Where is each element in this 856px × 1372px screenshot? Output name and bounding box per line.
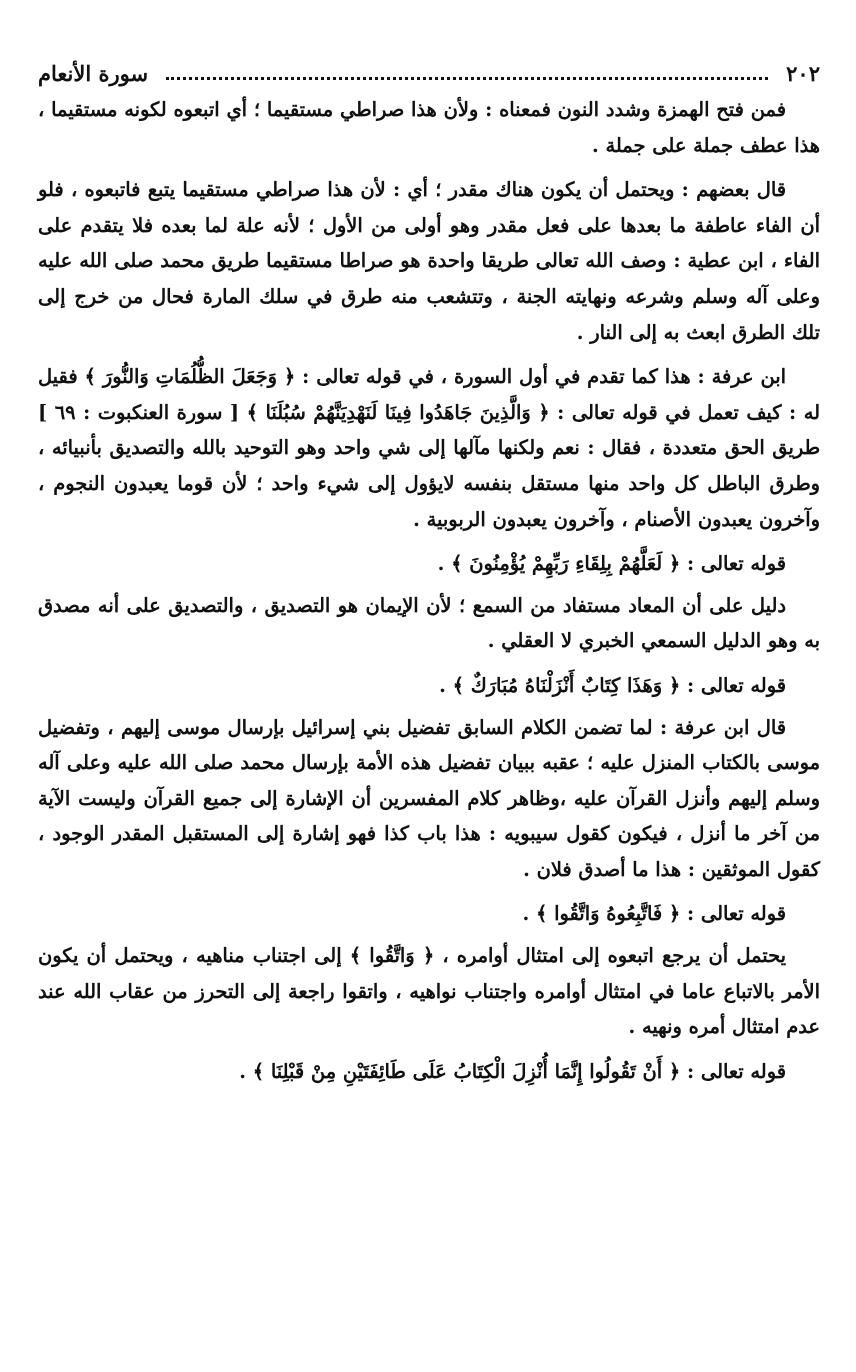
- verse-heading-1: قوله تعالى : ﴿ لَعَلَّهُمْ بِلِقَاءِ رَبِّهِمْ يُؤْمِنُونَ ﴾ .: [437, 552, 786, 576]
- paragraph-3: ابن عرفة : هذا كما تقدم في أول السورة ، في قوله تعالى : ﴿ وَجَعَلَ الظُّلُمَاتِ وَالنُّورَ ﴾ فقيل له : كيف تعمل في قوله تعالى : ﴿ وَالَّذِينَ جَاهَدُوا فِينَا لَنَهْدِيَنَّهُمْ سُبُلَنَا ﴾ [ سورة العنكبوت : ٦٩ ] طريق الحق متعددة ، فقال : نعم ولكنها مآلها إلى شي واحد وهو التوحيد بالله والتصديق بأنبيائه ، وطرق الباطل كل واحد منها مستقل بنفسه لايؤول إلى شيء واحد ؛ لأن قوما يعبدون النجوم ، وآخرون يعبدون الأصنام ، وآخرون يعبدون الربوبية .: [38, 365, 820, 531]
- paragraph-6: يحتمل أن يرجع اتبعوه إلى امتثال أوامره ، ﴿ وَاتَّقُوا ﴾ إلى اجتناب مناهيه ، ويحتمل أن يكون الأمر بالاتباع عاما في امتثال أوامره واجتناب نواهيه ، واتقوا راجعة إلى التحرز من عقاب الله عند عدم امتثال أمره ونهيه .: [38, 944, 820, 1039]
- surah-title: سورة الأنعام: [38, 61, 149, 86]
- verse-heading-2: قوله تعالى : ﴿ وَهَذَا كِتَابٌ أَنْزَلْنَاهُ مُبَارَكٌ ﴾ .: [439, 673, 786, 697]
- verse-heading-4: قوله تعالى : ﴿ أَنْ تَقُولُوا إِنَّمَا أُنْزِلَ الْكِتَابُ عَلَى طَائِفَتَيْنِ مِنْ قَبْلِنَا ﴾ .: [239, 1059, 786, 1083]
- paragraph-1: فمن فتح الهمزة وشدد النون فمعناه : ولأن هذا صراطي مستقيما ؛ أي اتبعوه لكونه مستقيما ، هذا عطف جملة على جملة .: [38, 98, 820, 157]
- page-header: [38, 56, 820, 86]
- paragraph-4: دليل على أن المعاد مستفاد من السمع ؛ لأن الإيمان هو التصديق ، والتصديق على أنه مصدق به وهو الدليل السمعي الخبري لا العقلي .: [38, 593, 820, 653]
- paragraph-5: قال ابن عرفة : لما تضمن الكلام السابق تفضيل بني إسرائيل بإرسال موسى إليهم ، وتفضيل موسى بالكتاب المنزل عليه ؛ عقبه ببيان تفضيل هذه الأمة بإرسال محمد صلى الله عليه وعلى آله وسلم إليهم وأنزل القرآن عليه ،وظاهر كلام المفسرين أن الإشارة إلى جميع القرآن وليست الآية من آخر ما أنزل ، فيكون كقول سيبويه : هذا باب كذا فهو إشارة إلى المستقبل المقدر الوجود ، كقول الموثقين : هذا ما أصدق فلان .: [38, 715, 820, 881]
- paragraph-2: قال بعضهم : ويحتمل أن يكون هناك مقدر ؛ أي : لأن هذا صراطي مستقيما يتبع فاتبعوه ، فلو أن الفاء عاطفة ما بعدها على فعل مقدر وهو أولى من الأول ؛ لأنه علة لما بعده فلا يتقدم على الفاء ، ابن عطية : وصف الله تعالى طريقا واحدة هو صراطا مستقيما طريق محمد صلى الله عليه وعلى آله وسلم وشرعه ونهايته الجنة ، وتتشعب منه طرق في سلك المارة فحال من خرج إلى تلك الطرق ابعث به إلى النار .: [38, 178, 820, 344]
- verse-heading-3: قوله تعالى : ﴿ فَاتَّبِعُوهُ وَاتَّقُوا ﴾ .: [522, 902, 786, 926]
- header-dotted-rule: [166, 77, 768, 80]
- page-body: [38, 92, 820, 1095]
- page-number: ٢٠٢: [786, 61, 820, 86]
